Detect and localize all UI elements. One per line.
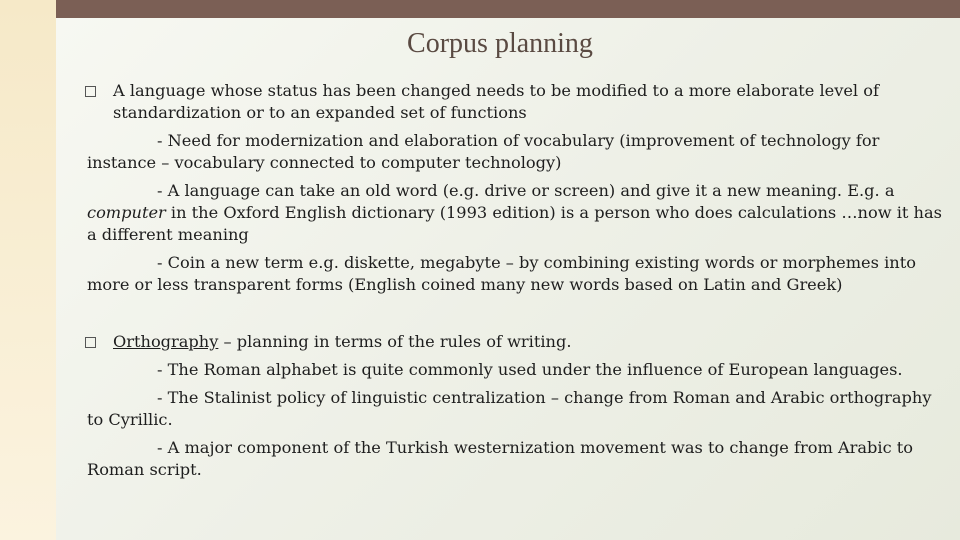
slide-title: Corpus planning [407,28,593,59]
square-bullet-icon [85,337,96,348]
sub-point-3 [87,252,951,296]
sub-point-text: - A major component of the Turkish westernization movement was to change from Arabic to Roman script. [87,438,914,479]
sub-point-text: in the Oxford English dictionary (1993 edition) is a person who does calculations …now it has a different meaning [87,203,942,244]
sub-point-text: - The Roman alphabet is quite commonly used under the influence of European languages. [157,360,903,379]
sub-point-text: - The Stalinist policy of linguistic centralization – change from Roman and Arabic orthography to Cyrillic. [87,388,932,429]
sub-point-2 [87,180,951,246]
italic-term: computer [87,203,166,222]
sub-point-1 [87,130,951,174]
sub-point-4 [87,359,951,381]
sub-point-text: - Coin a new term e.g. diskette, megabyte – by combining existing words or morphemes into more or less transparent forms (English coined many new words based on Latin and Greek) [87,253,916,294]
sub-point-5 [87,387,951,431]
bullet-paragraph-1 [87,80,951,124]
square-bullet-icon [85,86,96,97]
bullet-text: A language whose status has been changed needs to be modified to a more elaborate level of standardization or to an expanded set of functions [113,81,879,122]
sub-point-text: - Need for modernization and elaboration of vocabulary (improvement of technology for instance – vocabulary connected to computer technology) [87,131,880,172]
sub-point-6 [87,437,951,481]
slide-content [87,80,951,481]
bullet-text: – planning in terms of the rules of writing. [218,332,572,351]
top-bar [56,0,960,18]
orthography-term: Orthography [113,332,219,351]
left-decor-strip [0,0,56,540]
bullet-paragraph-2 [87,331,951,353]
sub-point-text: - A language can take an old word (e.g. drive or screen) and give it a new meaning. E.g. a [157,181,895,200]
